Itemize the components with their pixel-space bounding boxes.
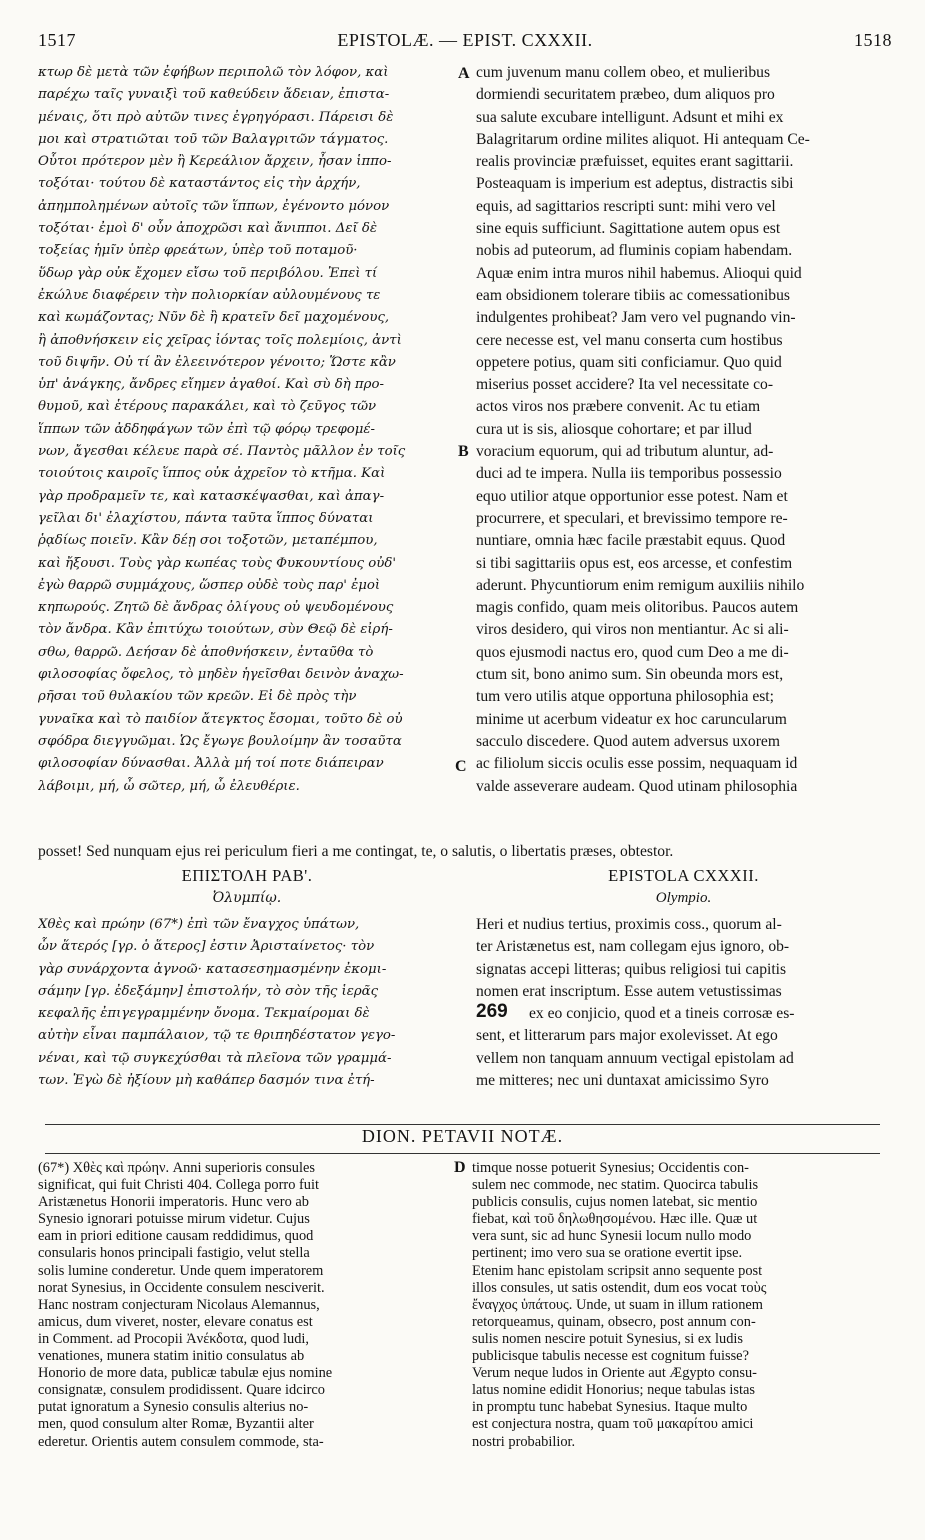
margin-marker-b: B bbox=[458, 443, 469, 460]
greek-line: ὑπ' ἀνάγκης, ἄνδρες εἴημεν ἀγαθοί. Καὶ σὺ δὴ προ- bbox=[38, 377, 384, 393]
greek-line: νων, ἄγεσθαι κέλευε παρὰ σέ. Παντὸς μᾶλλον ἐν τοῖς bbox=[38, 444, 406, 460]
latin-line: sua salute excubare intelligunt. Adsunt et mihi ex bbox=[476, 108, 784, 126]
greek-line: ὕδωρ γὰρ οὐκ ἔχομεν εἴσω τοῦ περιβόλου. Ἐπεὶ τί bbox=[38, 265, 378, 281]
greek-epistle-line: κεφαλῆς ἐπιγεγραμμένην ὄνομα. Τεκμαίρομαι δὲ bbox=[38, 1006, 370, 1022]
notes-left-column bbox=[38, 1160, 448, 1460]
note-line: publicis consulis, cujus nomen latebat, sic mentio bbox=[472, 1194, 758, 1211]
note-line: (67*) Χθὲς καὶ πρώην. Anni superioris consules bbox=[38, 1160, 315, 1176]
note-line: latus nomine edidit Honorius; neque tabulas istas bbox=[472, 1382, 755, 1399]
note-line: sulis nomen nescire potuit Synesius, si ex ludis bbox=[472, 1330, 744, 1347]
note-line: est conjectura nostra, quam τοῦ μακαρίτου amici bbox=[472, 1416, 754, 1433]
greek-column bbox=[38, 62, 456, 840]
latin-epistle-line: vellem non tanquam annuum vectigal epistolam ad bbox=[476, 1049, 794, 1067]
note-line: retorqueamus, quinam, obsecro, post annum con- bbox=[472, 1313, 756, 1330]
latin-line: voracium equorum, qui ad tributum aluntur, ad- bbox=[476, 443, 774, 461]
note-line: fiebat, καὶ τοῦ δηλωθησομένου. Hæc ille. Quæ ut bbox=[472, 1211, 758, 1228]
note-line: consignatæ, consulem prodidissent. Quare idcirco bbox=[38, 1382, 325, 1399]
greek-line: γεῖλαι δι' ἐλαχίστου, πάντα ταῦτα ἵππος δύναται bbox=[38, 510, 374, 526]
note-line: solis lumine conderetur. Unde quem imperatorem bbox=[38, 1262, 324, 1279]
latin-line: eam obsidionem tolerare tibiis ac comessationibus bbox=[476, 286, 790, 304]
greek-line: ρῆσαι τοῦ θυλακίου τῶν κρεῶν. Εἰ δὲ πρὸς τὴν bbox=[38, 689, 357, 705]
notes-rule-bottom bbox=[45, 1153, 880, 1154]
note-line: pertinent; imo vero sua se oratione evertit ipse. bbox=[472, 1245, 743, 1262]
note-line: publicisque tabulis necesse est cognitum fuisse? bbox=[472, 1348, 749, 1365]
note-line: putat ignoratum a Synesio consulis alterius no- bbox=[38, 1399, 309, 1416]
latin-line: cere necesse est, vel manu conserta cum hostibus bbox=[476, 331, 783, 349]
greek-line: φιλοσοφίας ὄφελος, τὸ μηδὲν ἡγεῖσθαι δεινὸν ἀναχω- bbox=[38, 667, 404, 683]
latin-line: realis provinciæ præfuisset, equites erant sagittarii. bbox=[476, 153, 794, 171]
latin-epistle-line: ex eo conjicio, quod et a tineis corrosæ es- bbox=[529, 1005, 795, 1023]
greek-epistle-line: νέναι, καὶ τῷ συγκεχύσθαι τὰ πλεῖονα τῶν γραμμά- bbox=[38, 1050, 392, 1066]
greek-line: καὶ κωμάζοντας; Νῦν δὲ ἢ κρατεῖν δεῖ μαχομένους, bbox=[38, 310, 390, 326]
note-line: Hanc nostram conjecturam Nicolaus Alemannus, bbox=[38, 1296, 320, 1313]
greek-line: θυμοῦ, καὶ ἑτέρους παρακάλει, καὶ τὸ ζεῦγος τῶν bbox=[38, 399, 377, 415]
greek-line: ἢ ἀποθνήσκειν εἰς χεῖρας ἰόντας τοῖς πολεμίοις, ἀντὶ bbox=[38, 332, 402, 348]
latin-epistle-line: sent, et litterarum pars major exolevisset. At ego bbox=[476, 1027, 778, 1045]
greek-line: κτωρ δὲ μετὰ τῶν ἐφήβων περιπολῶ τὸν λόφον, καὶ bbox=[38, 65, 389, 80]
greek-line: Οὗτοι πρότερον μὲν ἢ Κερεάλιον ἄρχειν, ἦσαν ἱππο- bbox=[38, 154, 392, 170]
greek-line: μέναις, ὅτι πρὸ αὐτῶν τινες ἐγρηγόρασι. Πάρεισι δὲ bbox=[38, 109, 394, 125]
latin-line: minime ut acerbum videatur ex hoc caruncularum bbox=[476, 710, 787, 728]
greek-epistle-line: γὰρ συνάρχοντα ἀγνοῶ· κατασεσημασμένην ἐκομι- bbox=[38, 961, 387, 977]
note-line: men, quod consulum alter Romæ, Byzantii alter bbox=[38, 1416, 314, 1433]
note-line: eam in priori editione causam reddidimus, quod bbox=[38, 1228, 314, 1245]
greek-line: σφόδρα διεγγυῶμαι. Ὡς ἔγωγε βουλοίμην ἂν τοσαῦτα bbox=[38, 733, 402, 749]
latin-line: viros desidero, qui viros non mentiantur. Ac si ali- bbox=[476, 621, 789, 639]
note-line: Synesio ignorari potuisse mirum videtur. Cujus bbox=[38, 1211, 310, 1228]
note-line: sulem nec commode, nec statim. Quocirca tabulis bbox=[472, 1177, 759, 1194]
latin-line: procurrere, et speculari, et brevissimo tempore re- bbox=[476, 509, 788, 527]
latin-line: indulgentes prohibeat? Jam vero vel pugnando vin- bbox=[476, 309, 796, 327]
note-line: Honorio de more data, publicæ tabulæ ejus nomine bbox=[38, 1365, 333, 1382]
greek-line: τοῦ διψῆν. Οὐ τί ἂν ἐλεεινότερον γένοιτο; Ὥστε κἂν bbox=[38, 354, 396, 370]
latin-line: ctum sit, bono animo sum. Sin obeunda mors est, bbox=[476, 666, 784, 684]
greek-epistle-line: αὐτὴν εἶναι παμπάλαιον, τῷ τε θριπηδέστατον γεγο- bbox=[38, 1028, 396, 1044]
latin-line: aderunt. Phycuntiorum enim remigum auxiliis nihilo bbox=[476, 576, 805, 594]
notes-right-column bbox=[472, 1160, 892, 1460]
latin-line: dormiendi securitatem præbeo, dum aliquos pro bbox=[476, 86, 775, 104]
greek-line: παρέχω ταῖς γυναιξὶ τοῦ καθεύδειν ἄδειαν, ἐπιστα- bbox=[38, 87, 390, 103]
column-number-badge: 269 bbox=[476, 1001, 508, 1022]
greek-line: κηπωρούς. Ζητῶ δὲ ἄνδρας ὀλίγους οὐ ψευδομένους bbox=[38, 600, 394, 616]
note-line: Etenim hanc epistolam scripsit anno sequente post bbox=[472, 1262, 763, 1279]
greek-line: φιλοσοφίαν δύνασθαι. Ἀλλὰ μή τοί ποτε διάπειραν bbox=[38, 756, 384, 772]
note-line: venationes, munera statim initio consulatus ab bbox=[38, 1348, 305, 1365]
greek-line: ἵππων τῶν ἀδδηφάγων τῶν ἐπὶ τῷ φόρῳ τρεφομέ- bbox=[38, 421, 376, 437]
latin-line: sine equis sufficiunt. Sagittatione autem opus est bbox=[476, 220, 781, 238]
latin-epistle-title: EPISTOLA CXXXII. bbox=[608, 866, 759, 885]
latin-epistle-line: Heri et nudius tertius, proximis coss., quorum al- bbox=[476, 916, 782, 933]
latin-line: miserius posset accidere? Ita vel necessitate co- bbox=[476, 376, 774, 394]
note-line: ἔναγχος ὑπάτους. Unde, ut suam in illum rationem bbox=[472, 1296, 763, 1313]
notes-title: DION. PETAVII NOTÆ. bbox=[361, 1126, 564, 1146]
latin-line: duci ad te impera. Nulla iis temporibus possessio bbox=[476, 465, 782, 483]
note-line: Aristænetus Honorii imperatoris. Hunc vero ab bbox=[38, 1194, 309, 1211]
note-line: significat, qui fuit Christi 404. Collega porro fuit bbox=[38, 1177, 319, 1194]
latin-line: actos viros nos præbere convenit. Ac tu etiam bbox=[476, 398, 761, 416]
greek-line: ἐκώλυε διαφέρειν τὴν πολιορκίαν αὐλουμένους τε bbox=[38, 287, 381, 303]
note-line: Verum neque ludos in Oriente aut Ægypto consu- bbox=[472, 1365, 757, 1382]
latin-line: nuntiare, omnia hæc facile præstabit equus. Quod bbox=[476, 532, 786, 550]
greek-line: τοξόται· ἐμοὶ δ' οὖν ἀποχρῶσι καὶ ἄνιπποι. Δεῖ δὲ bbox=[38, 221, 378, 237]
latin-epistle-line: signatas accepi litteras; quibus religiosi tui capitis bbox=[476, 960, 787, 978]
latin-line: sacculo discedere. Quod autem adversus uxorem bbox=[476, 732, 780, 750]
latin-epistle-line: me mitteres; nec uni duntaxat amicissimo Syro bbox=[476, 1072, 769, 1090]
greek-line: γυναῖκα καὶ τὸ παιδίον ἄτεγκτος ἔσομαι, τοῦτο δὲ οὐ bbox=[38, 711, 403, 727]
greek-epistle-body bbox=[38, 914, 456, 1104]
running-header bbox=[38, 30, 892, 56]
margin-marker-d: D bbox=[454, 1159, 466, 1176]
latin-line: magis confido, quam meis olitoribus. Paucos autem bbox=[476, 599, 799, 617]
running-title: EPISTOLÆ. — EPIST. CXXXII. bbox=[337, 30, 593, 50]
latin-line: Balagritarum ordine milites aliquot. Hi antequam Ce- bbox=[476, 130, 810, 148]
latin-line: oppetere potius, quam siti conficiamur. Quo quid bbox=[476, 353, 782, 371]
note-line: timque nosse potuerit Synesius; Occidentis con- bbox=[472, 1160, 749, 1176]
left-page-number: 1517 bbox=[38, 30, 76, 50]
note-line: consularis honos principali fastigio, velut stella bbox=[38, 1245, 310, 1262]
greek-line: λάβοιμι, μή, ὦ σῶτερ, μή, ὦ ἐλευθέριε. bbox=[38, 778, 300, 794]
latin-line: equo utilior atque opportunior esse potest. Nam et bbox=[476, 487, 788, 505]
latin-line: quos ejusmodi nactus ero, quod cum Deo a me di- bbox=[476, 643, 789, 661]
note-line: norat Synesius, in Occidente consulem nesciverit. bbox=[38, 1279, 325, 1296]
greek-line: γὰρ προδραμεῖν τε, καὶ κατασκέψασθαι, καὶ ἀπαγ- bbox=[38, 488, 385, 504]
note-line: amicus, dum viveret, noster, elevare conatus est bbox=[38, 1313, 313, 1330]
greek-line: καὶ ἤξουσι. Τοὺς γὰρ κωπέας τοὺς Φυκουντίους οὐδ' bbox=[38, 555, 397, 571]
note-line: in Comment. ad Procopii Ἀνέκδοτα, quod ludi, bbox=[38, 1330, 310, 1347]
greek-line: μοι καὶ στρατιῶται τοῦ τῶν Βαλαγριτῶν τάγματος. bbox=[38, 131, 389, 147]
latin-line: cura ut is sis, aliosque cohortare; et par illud bbox=[476, 420, 752, 438]
greek-line: τοξείας ἡμῖν ὑπὲρ φρεάτων, ὑπὲρ τοῦ ποταμοῦ· bbox=[38, 243, 358, 259]
greek-line: σθω, θαρρῶ. Δεήσαν δὲ ἀποθνήσκειν, ἐνταῦθα τὸ bbox=[38, 644, 374, 660]
note-line: in promptu tunc habebat Synesius. Itaque multo bbox=[472, 1399, 748, 1416]
greek-line: ἐγὼ θαρρῶ συμμάχους, ὥσπερ οὐδὲ τοὺς παρ' ἐμοὶ bbox=[38, 577, 381, 593]
note-line: vera sunt, sic ad hunc Synesii locum nullo modo bbox=[472, 1228, 752, 1245]
margin-marker-c: C bbox=[455, 758, 467, 775]
note-line: nostri probabilior. bbox=[472, 1433, 576, 1450]
latin-line: ac filiolum siccis oculis esse possim, nequaquam id bbox=[476, 755, 798, 773]
greek-epistle-line: των. Ἐγὼ δὲ ἠξίουν μὴ καθάπερ δασμόν τινα ἐτή- bbox=[38, 1073, 375, 1089]
latin-line: tum vero utilis atque opportuna philosophia est; bbox=[476, 688, 774, 706]
greek-line: ῥᾳδίως ποιεῖν. Κἂν δέῃ σοι τοξοτῶν, μεταπέμπου, bbox=[38, 533, 378, 549]
latin-epistle-line: nomen erat inscriptum. Esse autem vetustissimas bbox=[476, 982, 782, 1000]
latin-line: nobis ad puteorum, ad fluminis copiam habendam. bbox=[476, 242, 793, 260]
greek-line: τοξόται· τούτου δὲ καταστάντος εἰς τὴν ἀρχήν, bbox=[38, 176, 361, 192]
latin-column bbox=[476, 62, 891, 840]
latin-line: equis, ad sagittarios rescripti sunt: mihi vero vel bbox=[476, 197, 776, 215]
greek-line: τὸν ἄνδρα. Κἂν ἐπιτύχω τοιούτων, σὺν Θεῷ δὲ εἰρή- bbox=[38, 622, 393, 638]
latin-line: valde asseverare audeam. Quod utinam philosophia bbox=[476, 777, 798, 795]
greek-line: τοιούτοις καιροῖς ἵππος οὐκ ἀχρεῖον τὸ κτῆμα. Καὶ bbox=[38, 466, 386, 482]
latin-line: si tibi sagittariis opus est, eos arcesse, et confestim bbox=[476, 554, 793, 572]
latin-epistle-line: ter Aristænetus est, nam collegam ejus ignoro, ob- bbox=[476, 938, 790, 956]
full-width-line: posset! Sed nunquam ejus rei periculum fieri a me contingat, te, o salutis, o libertatis præses, obtestor. bbox=[38, 843, 674, 860]
greek-epistle-line: σάμην [γρ. ἐδεξάμην] ἐπιστολήν, τὸ σὸν τῆς ἱερᾶς bbox=[38, 983, 379, 999]
note-line: illos consules, ut satis ostendit, dum eos vocat τοὺς bbox=[472, 1279, 767, 1296]
right-page-number: 1518 bbox=[854, 30, 892, 50]
greek-addressee: Ὀλυμπίῳ. bbox=[212, 890, 282, 906]
latin-line: cum juvenum manu collem obeo, et mulieribus bbox=[476, 64, 771, 81]
notes-rule-top bbox=[45, 1124, 880, 1125]
margin-marker-a: A bbox=[458, 65, 470, 82]
latin-line: Aquæ enim intra muros nihil habemus. Alioqui quid bbox=[476, 264, 802, 282]
latin-addressee: Olympio. bbox=[655, 890, 712, 906]
greek-epistle-line: Χθὲς καὶ πρώην (67*) ἐπὶ τῶν ἔναγχος ὑπάτων, bbox=[38, 917, 360, 932]
greek-epistle-line: ὧν ἅτερός [γρ. ὁ ἅτερος] ἐστιν Ἀρισταίνετος· τὸν bbox=[38, 939, 375, 955]
note-line: ederetur. Orientis autem consulem commode, sta- bbox=[38, 1433, 324, 1450]
greek-epistle-title: ΕΠΙΣΤΟΛΗ ΡΑΒ'. bbox=[181, 866, 313, 885]
latin-line: Posteaquam is imperium est adeptus, distractis sibi bbox=[476, 175, 794, 193]
latin-epistle-body bbox=[476, 914, 891, 1104]
greek-line: ἀπημπολημένων αὐτοῖς τῶν ἵππων, ἐγένοντο μόνον bbox=[38, 198, 390, 214]
